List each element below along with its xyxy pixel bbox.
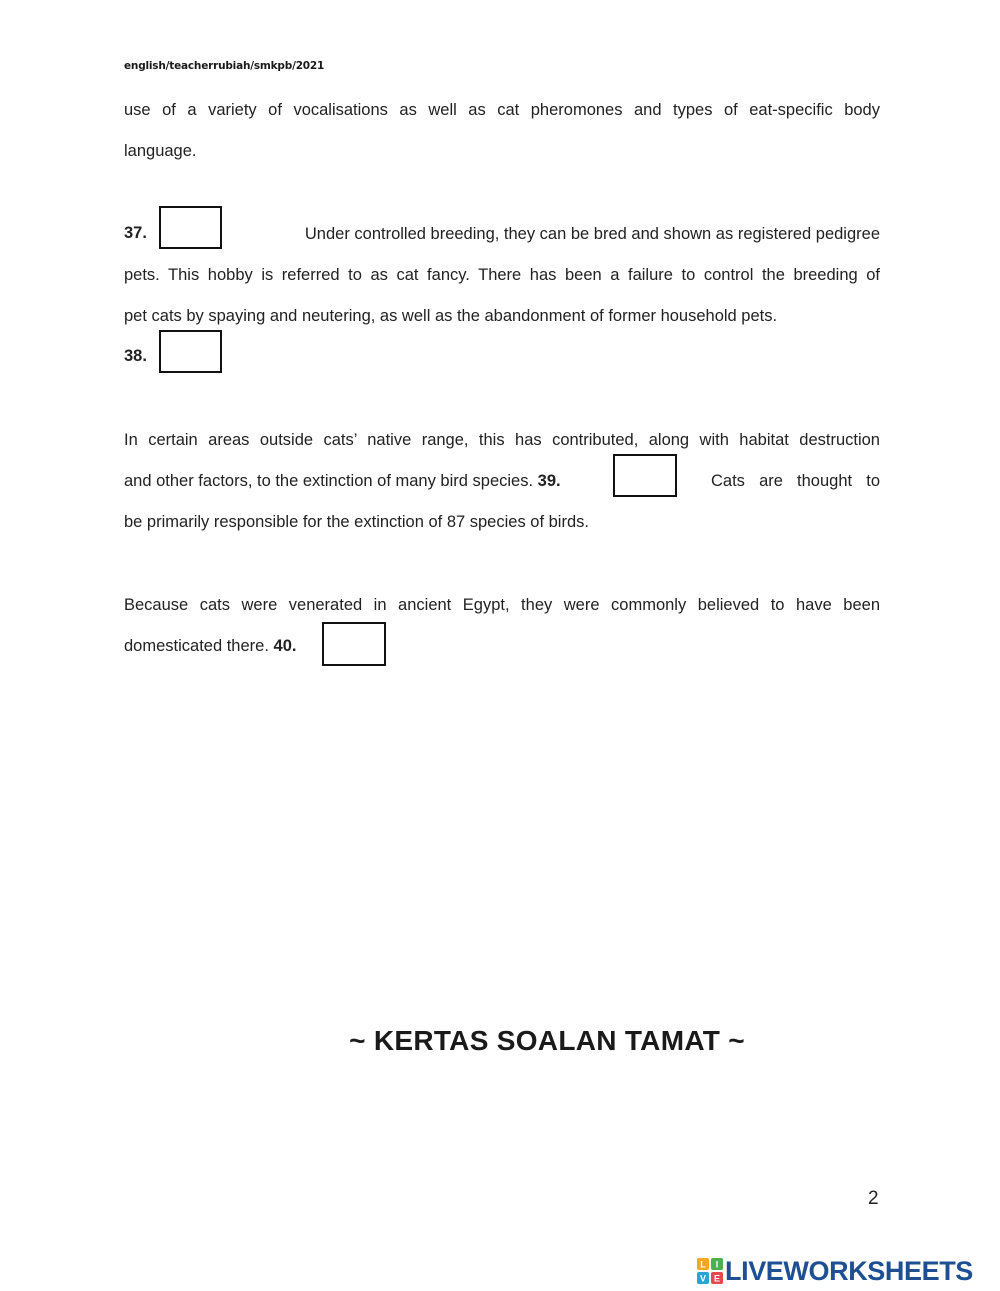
paragraph-fragment: Cats are thought to <box>711 472 880 490</box>
paragraph-line <box>124 636 296 656</box>
liveworksheets-logo-icon <box>697 1258 723 1284</box>
end-of-paper-title: ~ KERTAS SOALAN TAMAT ~ <box>349 1025 745 1056</box>
paragraph-line: use of a variety of vocalisations as well as cat pheromones and types of eat-specific body <box>124 101 880 119</box>
page-number: 2 <box>868 1188 879 1209</box>
paragraph-line: language. <box>124 142 197 160</box>
paragraph-line: Because cats were venerated in ancient Egypt, they were commonly believed to have been <box>124 596 880 614</box>
logo-letter: V <box>699 1273 707 1284</box>
question-number-38: 38. <box>124 347 147 365</box>
paragraph-fragment: domesticated there. <box>124 637 269 655</box>
paragraph-line: In certain areas outside cats’ native range, this has contributed, along with habitat destruction <box>124 431 880 449</box>
paragraph-line: pet cats by spaying and neutering, as well as the abandonment of former household pets. <box>124 307 778 325</box>
logo-letter: L <box>700 1259 706 1270</box>
document-header: english/teacherrubiah/smkpb/2021 <box>124 60 325 72</box>
question-number-37: 37. <box>124 224 147 242</box>
paragraph-line: Under controlled breeding, they can be bred and shown as registered pedigree <box>304 225 880 243</box>
answer-box-37[interactable] <box>159 206 222 249</box>
answer-box-40[interactable] <box>322 622 386 666</box>
logo-letter: E <box>713 1273 721 1284</box>
paragraph-fragment: and other factors, to the extinction of many bird species. <box>124 472 534 490</box>
paragraph-line: pets. This hobby is referred to as cat fancy. There has been a failure to control the breeding of <box>124 266 880 284</box>
question-number-39: 39. <box>537 472 561 490</box>
paragraph-line: be primarily responsible for the extinction of 87 species of birds. <box>124 513 589 531</box>
answer-box-39[interactable] <box>613 454 677 497</box>
question-number-40: 40. <box>273 637 297 655</box>
answer-box-38[interactable] <box>159 330 222 373</box>
logo-letter: I <box>715 1259 719 1270</box>
paragraph-line <box>124 471 561 491</box>
paragraph-line <box>711 471 880 491</box>
liveworksheets-brand[interactable] <box>697 1255 973 1287</box>
liveworksheets-wordmark: LIVEWORKSHEETS <box>725 1255 973 1286</box>
